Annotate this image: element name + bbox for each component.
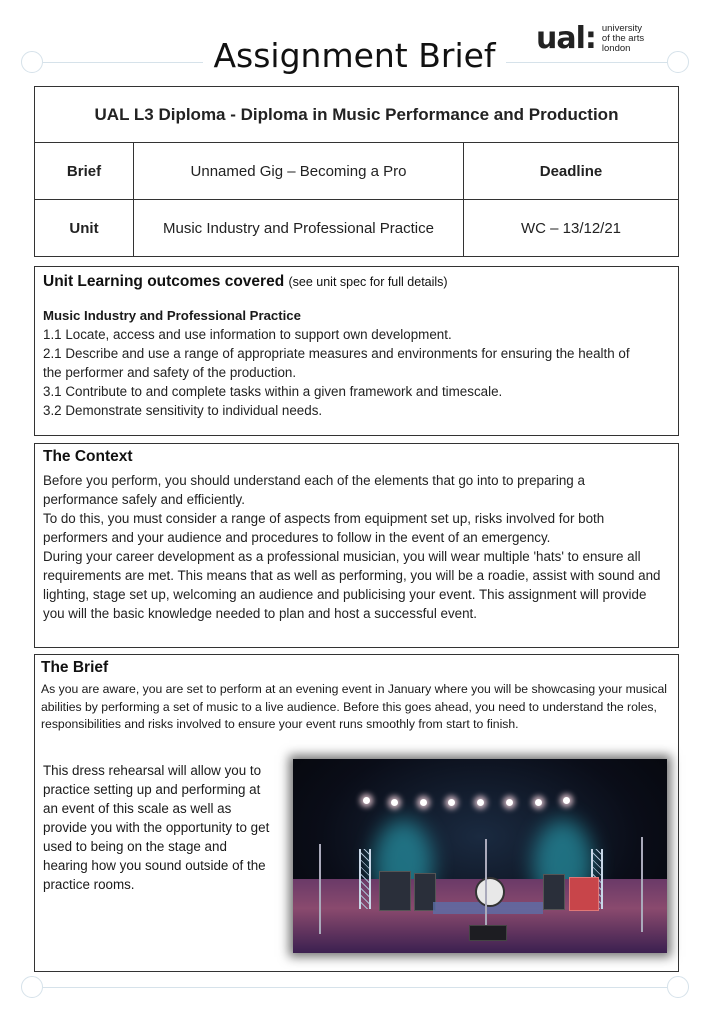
mic-stand <box>319 844 321 934</box>
stage-light <box>448 799 455 806</box>
truss <box>359 849 371 909</box>
stage-light <box>506 799 513 806</box>
unit-value: Music Industry and Professional Practice <box>134 200 464 257</box>
stage-light <box>477 799 484 806</box>
amp <box>543 874 565 910</box>
amp <box>379 871 411 911</box>
context-paragraph: To do this, you must consider a range of aspects from equipment set up, risks involved for both performers and your audience and procedures to follow in the event of an emergency. <box>43 511 605 545</box>
course-title: UAL L3 Diploma - Diploma in Music Performance and Production <box>35 87 679 143</box>
mic-stand <box>641 837 643 932</box>
logo-text: university of the arts london <box>601 23 645 54</box>
stage-light <box>563 797 570 804</box>
outcome-item: 3.1 Contribute to and complete tasks within a given framework and timescale. <box>43 384 503 399</box>
stage-photo <box>293 759 667 953</box>
kick-drum <box>475 877 505 907</box>
context-paragraph: Before you perform, you should understand each of the elements that go into to preparing a performance safely and efficiently. <box>43 473 585 507</box>
stage-light <box>363 797 370 804</box>
unit-label: Unit <box>35 200 134 257</box>
outcome-item: 2.1 Describe and use a range of appropriate measures and environments for ensuring the health of the performer and safety of the production. <box>43 346 630 380</box>
context-heading: The Context <box>43 448 133 465</box>
brief-intro: As you are aware, you are set to perform at an evening event in January where you will be showcasing your musical abilities by performing a set of music to a live audience. Before this goes ahead, you need to understand the roles, responsibilities and risks involved to ensure your event runs smoothly from start to finish. <box>41 682 667 731</box>
ual-logo <box>536 21 645 56</box>
stage-light <box>391 799 398 806</box>
brief-label: Brief <box>35 143 134 200</box>
deadline-value: WC – 13/12/21 <box>464 200 679 257</box>
page-title: Assignment Brief <box>0 36 709 75</box>
learning-outcomes-heading: Unit Learning outcomes covered (see unit spec for full details) <box>43 273 448 290</box>
learning-outcomes-section <box>34 266 679 436</box>
context-paragraph: During your career development as a professional musician, you will wear multiple 'hats' to ensure all requirements are met. This means that as well as performing, you will be a roadie, assist with sound and lighting, stage set up, welcoming an audience and publicising your event. This assignment will provide you will the basic knowledge needed to plan and host a successful event. <box>43 549 661 621</box>
outcome-item: 3.2 Demonstrate sensitivity to individual needs. <box>43 403 323 418</box>
amp <box>569 877 599 911</box>
stage-light <box>420 799 427 806</box>
unit-name: Music Industry and Professional Practice <box>43 308 301 323</box>
monitor-wedge <box>469 925 507 941</box>
outcome-item: 1.1 Locate, access and use information to support own development. <box>43 327 452 342</box>
deadline-label: Deadline <box>464 143 679 200</box>
learning-outcomes-note: (see unit spec for full details) <box>288 275 448 289</box>
brief-value: Unnamed Gig – Becoming a Pro <box>134 143 464 200</box>
brief-side-text: This dress rehearsal will allow you to practice setting up and performing at an event of this scale as well as provide you with the opportunity to get used to being on the stage and hearing how you sound outside of the practice rooms. <box>43 763 270 892</box>
course-info-table <box>34 86 679 257</box>
stage-light <box>535 799 542 806</box>
mic-stand <box>485 839 487 929</box>
bottom-left-decor-circle <box>21 976 43 998</box>
bottom-decor-line <box>43 987 667 988</box>
context-section <box>34 443 679 648</box>
bottom-right-decor-circle <box>667 976 689 998</box>
brief-section <box>34 654 679 972</box>
logo-mark: ual: <box>536 21 596 56</box>
brief-heading: The Brief <box>41 659 109 676</box>
